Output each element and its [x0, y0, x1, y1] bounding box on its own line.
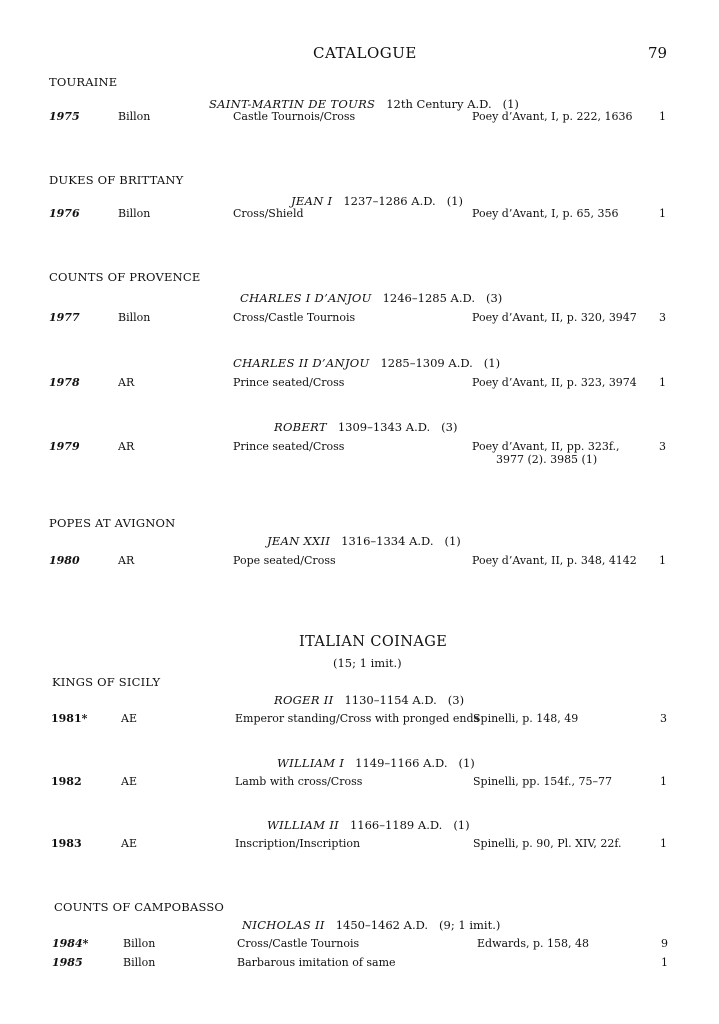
metal: AE: [121, 775, 137, 788]
catalogue-number: 1984*: [52, 937, 89, 950]
catalogue-number: 1978: [49, 376, 80, 389]
quantity: 1: [659, 376, 666, 389]
quantity: 1: [661, 956, 668, 969]
quantity: 3: [659, 311, 666, 324]
quantity: 9: [661, 937, 668, 950]
metal: AR: [118, 440, 135, 453]
quantity: 1: [659, 110, 666, 123]
reference: Edwards, p. 158, 48: [477, 937, 590, 950]
section-heading: TOURAINE: [49, 75, 118, 89]
section-heading: COUNTS OF CAMPOBASSO: [54, 900, 225, 914]
ruler-heading: CHARLES I D’ANJOU 1246–1285 A.D. (3): [240, 291, 503, 305]
coin-type: Castle Tournois/Cross: [233, 110, 356, 123]
section-heading: COUNTS OF PROVENCE: [49, 270, 201, 284]
major-heading: ITALIAN COINAGE: [299, 634, 448, 650]
metal: Billon: [118, 207, 151, 220]
catalogue-number: 1983: [51, 837, 82, 850]
reference: Spinelli, pp. 154f., 75–77: [473, 775, 612, 788]
quantity: 1: [660, 775, 667, 788]
ruler-heading: ROGER II 1130–1154 A.D. (3): [274, 693, 465, 707]
metal: Billon: [123, 937, 156, 950]
ruler-heading: WILLIAM I 1149–1166 A.D. (1): [277, 756, 475, 770]
catalogue-number: 1976: [49, 207, 80, 220]
coin-type: Cross/Castle Tournois: [237, 937, 360, 950]
metal: Billon: [118, 311, 151, 324]
catalogue-number: 1982: [51, 775, 82, 788]
page-title: CATALOGUE: [313, 44, 417, 62]
ruler-heading: ROBERT 1309–1343 A.D. (3): [274, 420, 458, 434]
ruler-heading: JEAN XXII 1316–1334 A.D. (1): [267, 534, 461, 548]
reference: Poey d’Avant, I, p. 65, 356: [472, 207, 619, 220]
quantity: 1: [659, 554, 666, 567]
metal: AR: [118, 376, 135, 389]
quantity: 3: [659, 440, 666, 453]
metal: AR: [118, 554, 135, 567]
coin-type: Lamb with cross/Cross: [235, 775, 363, 788]
section-heading: KINGS OF SICILY: [52, 675, 161, 689]
ruler-heading: CHARLES II D’ANJOU 1285–1309 A.D. (1): [233, 356, 501, 370]
reference: Poey d’Avant, I, p. 222, 1636: [472, 110, 633, 123]
catalogue-number: 1985: [52, 956, 83, 969]
catalogue-number: 1981*: [51, 712, 88, 725]
reference: Poey d’Avant, II, p. 320, 3947: [472, 311, 637, 324]
ruler-heading: NICHOLAS II 1450–1462 A.D. (9; 1 imit.): [242, 918, 501, 932]
metal: Billon: [118, 110, 151, 123]
coin-type: Inscription/Inscription: [235, 837, 361, 850]
reference: Poey d’Avant, II, pp. 323f.,: [472, 440, 620, 453]
ruler-heading: SAINT-MARTIN DE TOURS 12th Century A.D. (1): [209, 97, 519, 111]
quantity: 1: [659, 207, 666, 220]
coin-type: Cross/Castle Tournois: [233, 311, 356, 324]
catalogue-number: 1980: [49, 554, 80, 567]
reference: Spinelli, p. 148, 49: [473, 712, 579, 725]
major-subheading: (15; 1 imit.): [333, 656, 402, 670]
coin-type: Prince seated/Cross: [233, 376, 345, 389]
quantity: 3: [660, 712, 667, 725]
reference: Spinelli, p. 90, Pl. XIV, 22f.: [473, 837, 622, 850]
reference: Poey d’Avant, II, p. 348, 4142: [472, 554, 637, 567]
page-number: 79: [648, 44, 668, 62]
metal: AE: [121, 712, 137, 725]
section-heading: DUKES OF BRITTANY: [49, 173, 184, 187]
catalogue-number: 1977: [49, 311, 80, 324]
ruler-heading: JEAN I 1237–1286 A.D. (1): [291, 194, 463, 208]
reference-continued: 3977 (2). 3985 (1): [496, 453, 598, 466]
coin-type: Emperor standing/Cross with pronged ends: [235, 712, 480, 725]
metal: Billon: [123, 956, 156, 969]
coin-type: Cross/Shield: [233, 207, 304, 220]
catalogue-number: 1975: [49, 110, 80, 123]
coin-type: Pope seated/Cross: [233, 554, 336, 567]
quantity: 1: [660, 837, 667, 850]
coin-type: Barbarous imitation of same: [237, 956, 396, 969]
ruler-heading: WILLIAM II 1166–1189 A.D. (1): [267, 818, 470, 832]
section-heading: POPES AT AVIGNON: [49, 516, 176, 530]
catalogue-number: 1979: [49, 440, 80, 453]
coin-type: Prince seated/Cross: [233, 440, 345, 453]
metal: AE: [121, 837, 137, 850]
reference: Poey d’Avant, II, p. 323, 3974: [472, 376, 637, 389]
